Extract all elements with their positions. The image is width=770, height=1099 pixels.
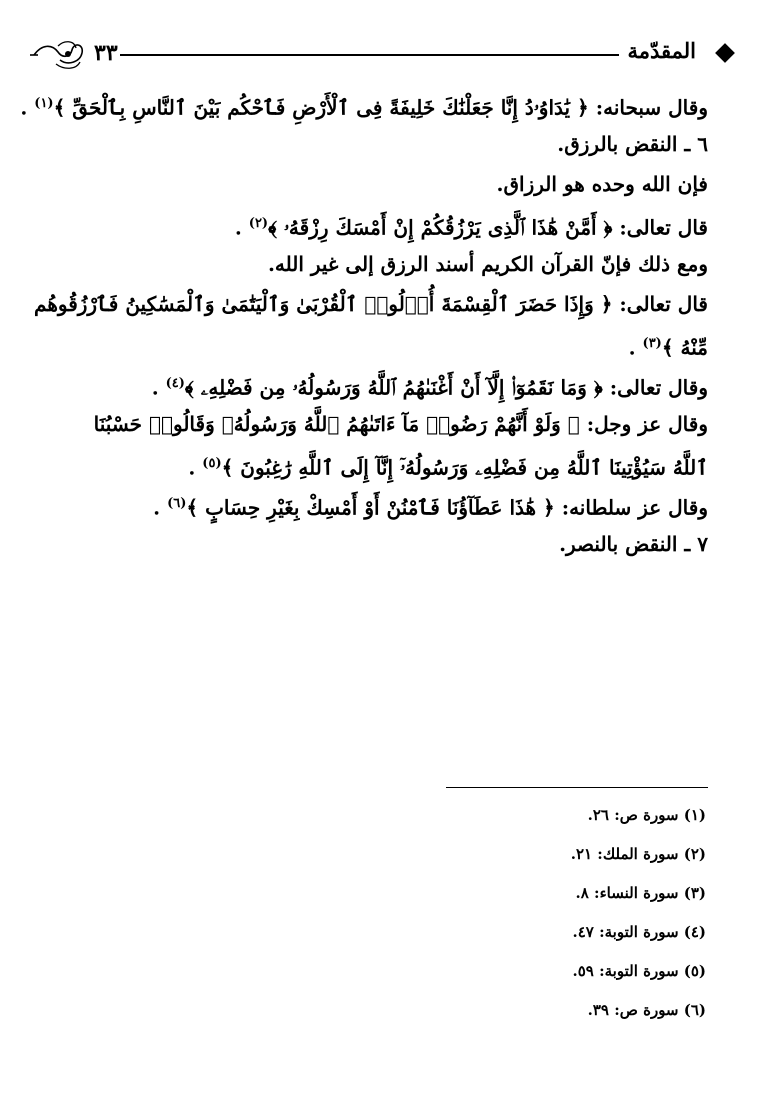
footnote: (٦) سورة ص: ٣٩.: [587, 1001, 706, 1019]
text-line: [58, 212, 708, 252]
ornate-bracket-icon: ﴾: [53, 95, 73, 120]
paragraph-text: ومع ذلك فإنّ القرآن الكريم أسند الرزق إلى غير الله.: [267, 252, 708, 276]
quran-verse: يَٰدَاوُۥدُ إِنَّا جَعَلْنَٰكَ خَلِيفَةً فِى ٱلْأَرْضِ فَٱحْكُم بَيْنَ ٱلنَّاسِ بِٱلْحَقِّ: [72, 95, 571, 120]
paragraph-text: ٧ ـ النقض بالنصر.: [559, 532, 708, 556]
verse-intro: وقال عز وجل:: [579, 412, 708, 436]
line-end-punctuation: .: [628, 335, 643, 360]
text-line: [20, 92, 708, 132]
text-line: [58, 252, 708, 292]
verse-intro: وقال عز سلطانه:: [554, 495, 708, 520]
header-title: المقدّمة: [619, 38, 704, 63]
ornate-bracket-icon: ﴾: [221, 455, 241, 480]
footnotes: [306, 800, 706, 1034]
quran-verse: هَٰذَا عَطَآؤُنَا فَٱمْنُنْ أَوْ أَمْسِكْ بِغَيْرِ حِسَابٍ: [205, 495, 537, 520]
ornate-bracket-icon: ﴿: [570, 95, 589, 120]
footnote-ref: (٤): [165, 376, 185, 391]
text-line: [58, 132, 708, 172]
text-line: [58, 452, 708, 492]
line-end-punctuation: .: [153, 495, 168, 520]
quran-verse: وَلَوْ أَنَّهُمْ رَضُوا۟ مَآ ءَاتَىٰهُمُ ٱللَّهُ وَرَسُولُهُۥ وَقَالُوا۟ حَسْبُنَا: [93, 412, 561, 436]
text-line: [34, 292, 708, 332]
line-end-punctuation: .: [151, 375, 166, 400]
quran-verse: وَمَا نَقَمُوٓا۟ إِلَّآ أَنْ أَغْنَىٰهُمُ ٱللَّهُ وَرَسُولُهُۥ مِن فَضْلِهِۦ: [200, 375, 587, 400]
ornate-bracket-icon: ﴿: [596, 215, 613, 240]
paragraph-text: فإن الله وحده هو الرزاق.: [496, 172, 708, 196]
main-text: [20, 92, 708, 572]
footnote: (٣) سورة النساء: ٨.: [575, 884, 706, 902]
footnote: (١) سورة ص: ٢٦.: [587, 806, 706, 824]
diamond-icon: [715, 43, 735, 63]
ornate-bracket-icon: ﴿: [593, 292, 613, 316]
line-end-punctuation: .: [234, 215, 249, 240]
footnote-ref: (٢): [248, 216, 269, 231]
footnote-ref: (١): [34, 96, 54, 111]
verse-intro: وقال تعالى:: [602, 375, 708, 400]
footnote-ref: (٣): [642, 336, 662, 351]
ornate-bracket-icon: ﴾: [186, 495, 206, 520]
paragraph-text: ٦ ـ النقض بالرزق.: [557, 132, 708, 156]
footnote: (٢) سورة الملك: ٢١.: [570, 845, 706, 863]
ornate-bracket-icon: ﴾: [184, 375, 201, 400]
footnote: (٥) سورة التوبة: ٥٩.: [572, 962, 706, 980]
footnote-separator: [446, 787, 708, 788]
page-header: [28, 38, 734, 72]
text-line: [58, 412, 708, 452]
text-line: [58, 372, 708, 412]
header-rule: [120, 54, 704, 56]
quran-verse: وَإِذَا حَضَرَ ٱلْقِسْمَةَ أُو۟لُوا۟ ٱلْقُرْبَىٰ وَٱلْيَتَٰمَىٰ وَٱلْمَسَٰكِينُ فَٱرْزُقُوهُم: [34, 292, 594, 316]
verse-intro: قال تعالى:: [612, 215, 708, 240]
ornate-bracket-icon: ﴿: [586, 375, 603, 400]
line-end-punctuation: .: [20, 95, 35, 120]
text-line: [58, 532, 708, 572]
text-line: [58, 492, 708, 532]
footnote: (٤) سورة التوبة: ٤٧.: [572, 923, 706, 941]
quran-verse: أَمَّنْ هَٰذَا ٱلَّذِى يَرْزُقُكُمْ إِنْ أَمْسَكَ رِزْقَهُۥ: [283, 215, 597, 240]
verse-intro: وقال سبحانه:: [588, 95, 708, 120]
quran-verse: مِّنْهُ: [680, 335, 708, 360]
page-number: ٣٣: [94, 40, 118, 66]
ornate-bracket-icon: ﴿: [536, 495, 555, 520]
line-end-punctuation: .: [188, 455, 203, 480]
ornate-bracket-icon: ﴾: [661, 335, 681, 360]
footnote-ref: (٥): [202, 456, 222, 471]
ornate-bracket-icon: ﴿: [560, 412, 580, 436]
quran-verse: ٱللَّهُ سَيُؤْتِينَا ٱللَّهُ مِن فَضْلِهِۦ وَرَسُولُهُۥٓ إِنَّآ إِلَى ٱللَّهِ رَٰغِبُونَ: [240, 455, 708, 480]
verse-intro: قال تعالى:: [612, 292, 708, 316]
text-line: [58, 172, 708, 212]
text-line: [58, 332, 708, 372]
ornate-bracket-icon: ﴾: [268, 215, 284, 240]
footnote-ref: (٦): [167, 496, 187, 511]
